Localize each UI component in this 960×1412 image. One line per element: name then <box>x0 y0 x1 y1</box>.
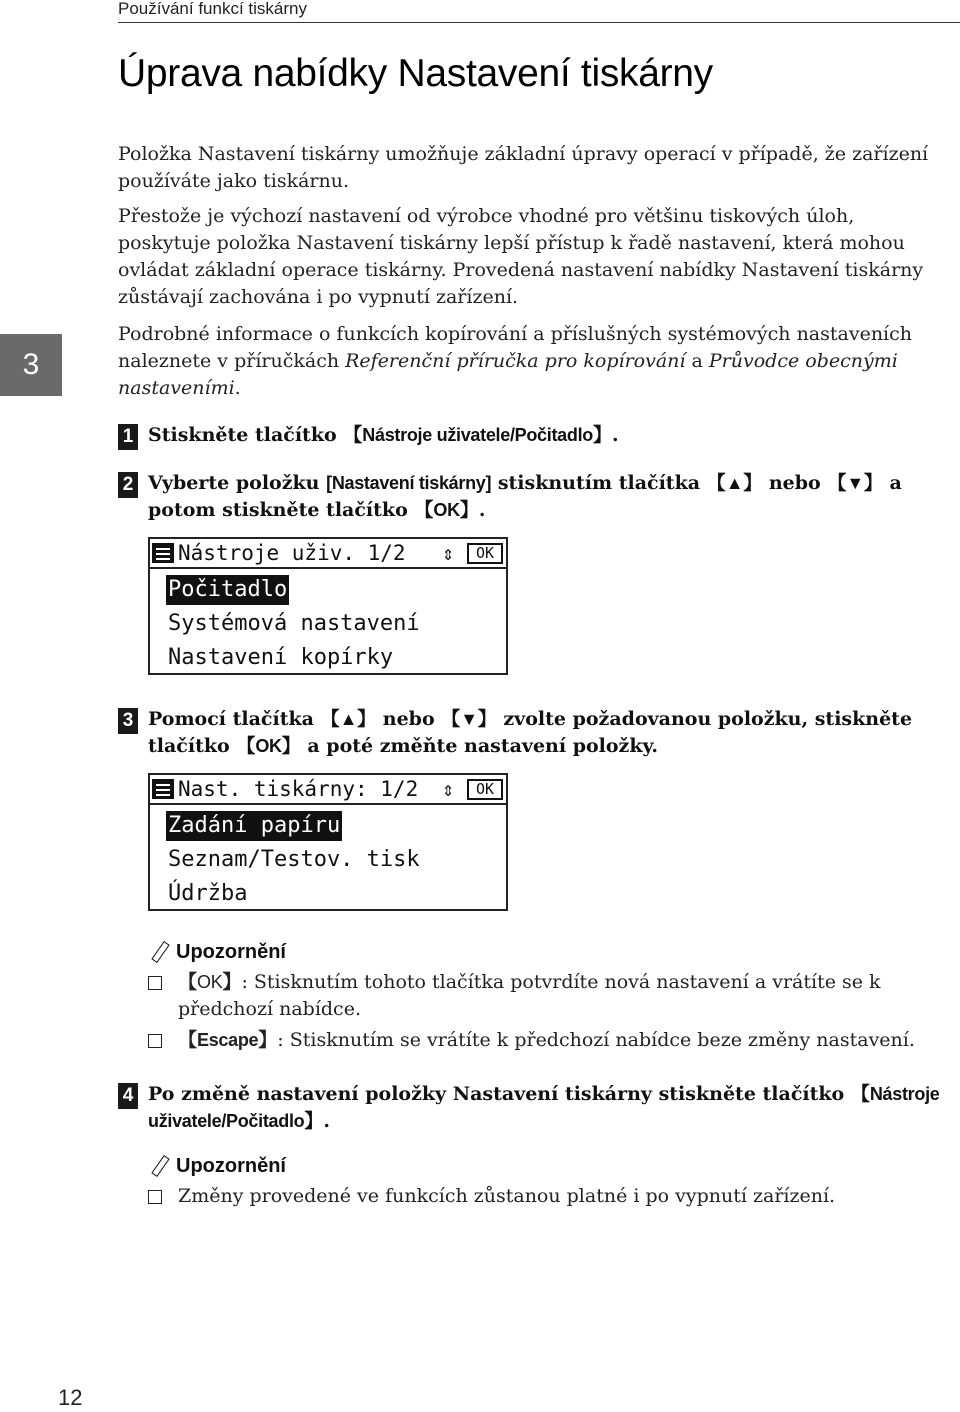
step-2 <box>118 470 960 524</box>
note-block <box>148 1153 960 1210</box>
scroll-arrows-icon: ⇕ <box>442 777 455 801</box>
key-ok: OK <box>197 972 223 992</box>
step-text: Vyberte položku [Nastavení tiskárny] stisknutím tlačítka 【▲】 nebo 【▼】 a potom stiskněte tlačítko 【OK】. <box>148 472 902 521</box>
menu-document-icon <box>152 779 174 799</box>
chapter-tab: 3 <box>0 334 62 396</box>
lcd-title-bar: Nast. tiskárny: 1/2 <box>150 775 506 805</box>
note-item: 【OK】: Stisknutím tohoto tlačítka potvrdíte nová nastavení a vrátíte se k předchozí nabídce. <box>148 969 960 1023</box>
reference-copy-guide: Referenční příručka pro kopírování <box>345 350 686 372</box>
step-number: 2 <box>118 472 138 498</box>
key-up: ▲ <box>339 709 358 729</box>
lcd-ok-button[interactable]: OK <box>467 779 503 800</box>
step-1 <box>118 422 960 449</box>
running-header <box>118 0 960 23</box>
bullet-box-icon <box>148 1034 162 1048</box>
step-number: 3 <box>118 708 138 734</box>
pencil-icon <box>148 1155 170 1177</box>
key-up: ▲ <box>725 473 744 493</box>
key-down: ▼ <box>460 709 478 729</box>
step-4 <box>118 1081 960 1135</box>
step-number: 4 <box>118 1083 138 1109</box>
lcd-menu-item[interactable]: Systémová nastavení <box>168 611 420 636</box>
key-ok: OK <box>433 500 460 520</box>
menu-printer-settings: Nastavení tiskárny <box>331 473 486 493</box>
intro-paragraph-3: Podrobné informace o funkcích kopírování a příslušných systémových nastaveních naleznete v příručkách Referenční příručka pro kopírování a Průvodce obecnými nastaveními. <box>118 323 913 399</box>
note-heading: Upozornění <box>148 1153 960 1179</box>
intro-paragraph-2: Přestože je výchozí nastavení od výrobce vhodné pro většinu tiskových úloh, poskytuje položka Nastavení tiskárny lepší přístup k řadě nastavení, která mohou ovládat základní operace tiskárny. Provedená nastavení nabídky Nastavení tiskárny zůstávají zachována i po vypnutí zařízení. <box>118 205 924 308</box>
lcd-menu-item[interactable]: Zadání papíru <box>166 811 342 841</box>
menu-document-icon <box>152 543 174 563</box>
running-header-text: Používání funkcí tiskárny <box>118 0 307 18</box>
lcd-menu-item[interactable]: Seznam/Testov. tisk <box>168 847 420 872</box>
lcd-ok-button[interactable]: OK <box>467 543 503 564</box>
note-item: 【Escape】: Stisknutím se vrátíte k předchozí nabídce beze změny nastavení. <box>148 1027 960 1054</box>
lcd-title-bar: Nástroje uživ. 1/2 <box>150 539 506 569</box>
scroll-arrows-icon: ⇕ <box>442 541 455 565</box>
page-number: 12 <box>58 1385 83 1410</box>
step-text: Po změně nastavení položky Nastavení tiskárny stiskněte tlačítko 【Nástroje uživatele/Počitadlo】. <box>148 1083 940 1132</box>
key-escape: Escape <box>197 1030 259 1050</box>
step-3 <box>118 706 960 760</box>
lcd-menu-item[interactable]: Nastavení kopírky <box>168 645 394 670</box>
reference-general-settings-guide: Průvodce obecnými nastaveními <box>118 350 898 399</box>
note-block <box>148 939 960 1054</box>
lcd-menu-item[interactable]: Údržba <box>168 881 248 906</box>
note-item: Změny provedené ve funkcích zůstanou platné i po vypnutí zařízení. <box>148 1183 960 1210</box>
intro-paragraph-1: Položka Nastavení tiskárny umožňuje základní úpravy operací v případě, že zařízení používáte jako tiskárnu. <box>118 143 929 192</box>
step-text: Pomocí tlačítka 【▲】 nebo 【▼】 zvolte požadovanou položku, stiskněte tlačítko 【OK】 a poté změňte nastavení položky. <box>148 708 913 757</box>
key-ok: OK <box>255 736 282 756</box>
bullet-box-icon <box>148 976 162 990</box>
bullet-box-icon <box>148 1190 162 1204</box>
key-down: ▼ <box>846 473 864 493</box>
key-user-tools: Nástroje uživatele/Počitadlo <box>362 425 593 445</box>
step-number: 1 <box>118 424 138 450</box>
key-user-tools: Nástroje uživatele/Počitadlo <box>148 1084 940 1131</box>
page-title: Úprava nabídky Nastavení tiskárny <box>118 52 713 95</box>
step-text: Stiskněte tlačítko 【Nástroje uživatele/Počitadlo】. <box>148 424 619 446</box>
lcd-menu-item[interactable]: Počitadlo <box>166 575 289 605</box>
lcd-screen-printer-settings <box>148 773 508 911</box>
pencil-icon <box>148 941 170 963</box>
lcd-screen-user-tools <box>148 537 508 675</box>
note-heading: Upozornění <box>148 939 960 965</box>
